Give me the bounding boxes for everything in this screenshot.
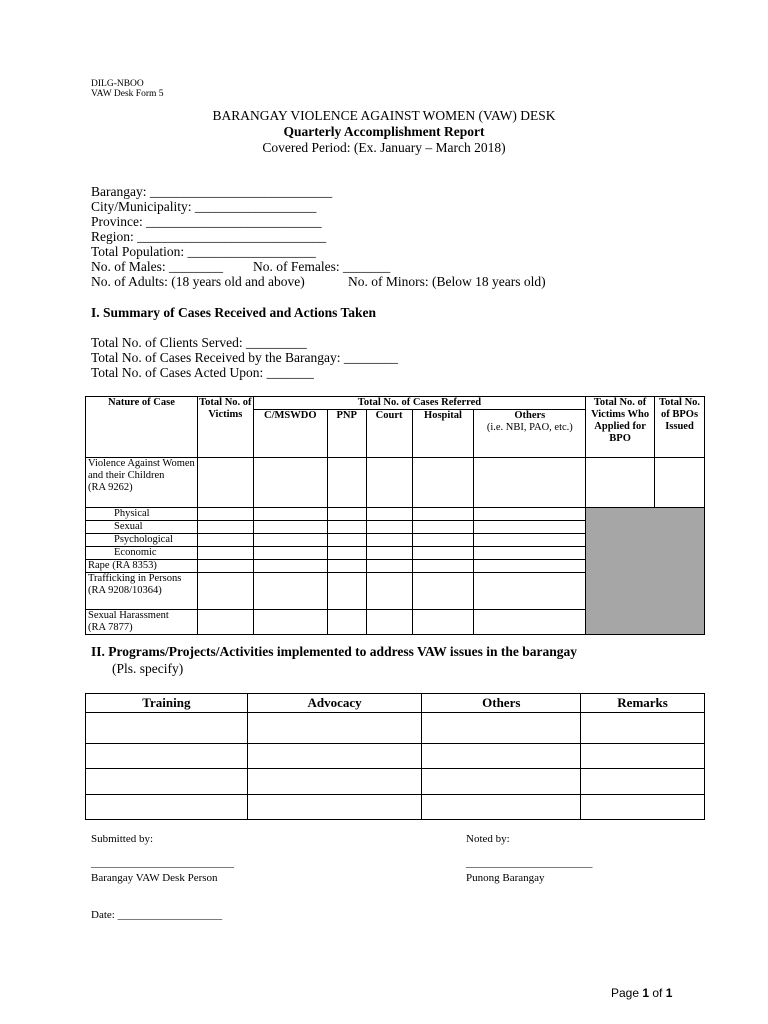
header-pnp: PNP [327, 410, 366, 458]
page-current: 1 [642, 986, 650, 1000]
cell[interactable] [474, 458, 586, 508]
females-field: No. of Females: _______ [253, 259, 391, 274]
province-field: Province: __________________________ [91, 214, 322, 229]
males-field: No. of Males: ________ [91, 259, 223, 274]
cell[interactable] [327, 610, 366, 635]
region-field: Region: ____________________________ [91, 229, 327, 244]
cell[interactable] [422, 713, 581, 744]
header-advocacy: Advocacy [247, 694, 422, 713]
row-physical: Physical [86, 508, 198, 521]
cell[interactable] [86, 795, 248, 820]
cell[interactable] [197, 534, 253, 547]
cell[interactable] [327, 547, 366, 560]
cell[interactable] [366, 610, 412, 635]
cell[interactable] [412, 547, 474, 560]
shaded-area [586, 508, 705, 635]
header-others [474, 410, 586, 458]
header-court: Court [366, 410, 412, 458]
cell[interactable] [474, 521, 586, 534]
cell[interactable] [412, 610, 474, 635]
cell[interactable] [581, 769, 705, 795]
cell[interactable] [253, 534, 327, 547]
cell[interactable] [247, 769, 422, 795]
cell[interactable] [655, 458, 705, 508]
signature-line-right: _______________________ [466, 857, 593, 869]
header-others-sub: (i.e. NBI, PAO, etc.) [486, 422, 573, 433]
row-trafficking [86, 573, 198, 610]
cell[interactable] [86, 744, 248, 769]
page-of: of [649, 986, 666, 1000]
cases-table [85, 396, 705, 635]
cell[interactable] [586, 458, 655, 508]
row-rape: Rape (RA 8353) [86, 560, 198, 573]
cell[interactable] [197, 547, 253, 560]
cell[interactable] [412, 458, 474, 508]
cell[interactable] [474, 547, 586, 560]
row-vawc [86, 458, 198, 508]
cell[interactable] [412, 573, 474, 610]
city-field: City/Municipality: __________________ [91, 199, 317, 214]
cell[interactable] [474, 610, 586, 635]
page-number [611, 986, 672, 1000]
cell[interactable] [197, 508, 253, 521]
page-total: 1 [665, 986, 673, 1000]
desk-person-label: Barangay VAW Desk Person [91, 872, 218, 884]
cell[interactable] [327, 521, 366, 534]
cell[interactable] [474, 573, 586, 610]
cell[interactable] [412, 534, 474, 547]
adults-field: No. of Adults: (18 years old and above) [91, 274, 305, 289]
header-bpo-applicants: Total No. of Victims Who Applied for BPO [586, 397, 655, 458]
cell[interactable] [581, 713, 705, 744]
row-harassment-ra: (RA 7877) [88, 622, 133, 633]
cell[interactable] [422, 795, 581, 820]
row-trafficking-ra: (RA 9208/10364) [88, 585, 162, 596]
cell[interactable] [366, 534, 412, 547]
row-harassment-label: Sexual Harassment [88, 610, 169, 621]
cell[interactable] [474, 560, 586, 573]
cases-acted-field: Total No. of Cases Acted Upon: _______ [91, 365, 314, 380]
cell[interactable] [412, 508, 474, 521]
table-row [86, 744, 705, 769]
cell[interactable] [253, 508, 327, 521]
header-training: Training [86, 694, 248, 713]
section-1-title: I. Summary of Cases Received and Actions Taken [91, 305, 377, 320]
covered-period: Covered Period: (Ex. January – March 2018) [262, 140, 506, 155]
cell[interactable] [247, 795, 422, 820]
table-row [86, 713, 705, 744]
signature-line-left: __________________________ [91, 857, 234, 869]
header-bpos-issued: Total No. of BPOs Issued [655, 397, 705, 458]
cell[interactable] [253, 560, 327, 573]
section-2-title: II. Programs/Projects/Activities implemented to address VAW issues in the barangay [91, 644, 577, 659]
table-row [86, 458, 705, 508]
header-hospital: Hospital [412, 410, 474, 458]
header-remarks: Remarks [581, 694, 705, 713]
cell[interactable] [366, 560, 412, 573]
clients-served-field: Total No. of Clients Served: _________ [91, 335, 307, 350]
page-prefix: Page [611, 986, 643, 1000]
cell[interactable] [581, 795, 705, 820]
cell[interactable] [253, 458, 327, 508]
row-vawc-label: Violence Against Women and their Children [88, 458, 195, 481]
barangay-field: Barangay: ___________________________ [91, 184, 333, 199]
row-vawc-ra: (RA 9262) [88, 482, 133, 493]
population-field: Total Population: ___________________ [91, 244, 316, 259]
cell[interactable] [366, 458, 412, 508]
header-nature-of-case: Nature of Case [86, 397, 198, 458]
cell[interactable] [474, 534, 586, 547]
minors-field: No. of Minors: (Below 18 years old) [348, 274, 546, 289]
cell[interactable] [253, 547, 327, 560]
cell[interactable] [247, 713, 422, 744]
cell[interactable] [422, 744, 581, 769]
cell[interactable] [253, 521, 327, 534]
cell[interactable] [253, 573, 327, 610]
form-subtitle: Quarterly Accomplishment Report [283, 124, 485, 139]
cell[interactable] [86, 769, 248, 795]
table-row [86, 769, 705, 795]
cell[interactable] [247, 744, 422, 769]
cell[interactable] [197, 560, 253, 573]
cell[interactable] [366, 521, 412, 534]
table-row [86, 795, 705, 820]
row-sexual: Sexual [86, 521, 198, 534]
cell[interactable] [197, 573, 253, 610]
cell[interactable] [327, 573, 366, 610]
submitted-by-label: Submitted by: [91, 833, 154, 845]
cell[interactable] [253, 610, 327, 635]
cell[interactable] [366, 573, 412, 610]
punong-barangay-label: Punong Barangay [466, 872, 545, 884]
section-2-note: (Pls. specify) [112, 661, 184, 676]
form-number: VAW Desk Form 5 [91, 89, 164, 99]
table-row [86, 508, 705, 521]
date-field: Date: ___________________ [91, 909, 223, 921]
cell[interactable] [366, 547, 412, 560]
cell[interactable] [197, 521, 253, 534]
header-cmswdo: C/MSWDO [253, 410, 327, 458]
cell[interactable] [412, 521, 474, 534]
header-total-victims: Total No. of Victims [197, 397, 253, 458]
cell[interactable] [412, 560, 474, 573]
header-others-label: Others [514, 410, 546, 421]
cell[interactable] [581, 744, 705, 769]
cell[interactable] [327, 458, 366, 508]
row-trafficking-label: Trafficking in Persons [88, 573, 182, 584]
header-others: Others [422, 694, 581, 713]
cell[interactable] [86, 713, 248, 744]
row-economic: Economic [86, 547, 198, 560]
form-code: DILG-NBOO [91, 79, 144, 89]
cell[interactable] [197, 458, 253, 508]
row-harassment [86, 610, 198, 635]
cell[interactable] [474, 508, 586, 521]
cell[interactable] [366, 508, 412, 521]
row-psychological: Psychological [86, 534, 198, 547]
cell[interactable] [197, 610, 253, 635]
cell[interactable] [327, 560, 366, 573]
header-cases-referred: Total No. of Cases Referred [253, 397, 585, 410]
cell[interactable] [327, 508, 366, 521]
cases-received-field: Total No. of Cases Received by the Barangay: ________ [91, 350, 398, 365]
noted-by-label: Noted by: [466, 833, 510, 845]
form-title: BARANGAY VIOLENCE AGAINST WOMEN (VAW) DESK [212, 108, 556, 123]
programs-table [85, 693, 705, 820]
cell[interactable] [422, 769, 581, 795]
cell[interactable] [327, 534, 366, 547]
